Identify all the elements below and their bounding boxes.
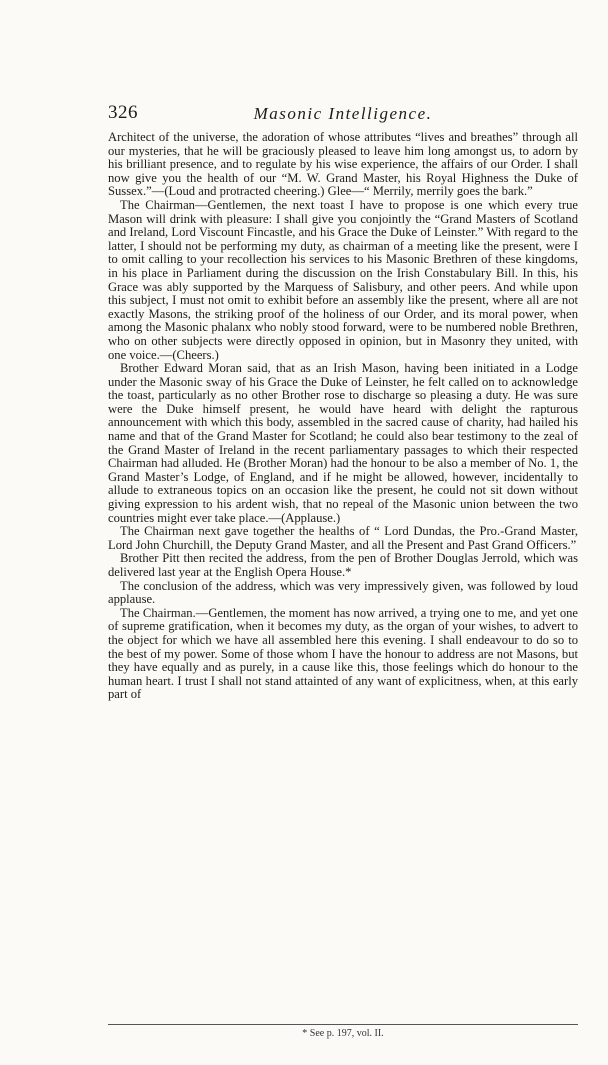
paragraph-chairman-object: The Chairman.—Gentlemen, the moment has now arrived, a trying one to me, and yet one of supreme gratification, when it becomes my duty, as the organ of your wishes, to advert to the object for which we have all assembled here this evening. I shall endeavour to do so to the best of my power. Some of those whom I have the honour to address are not Masons, but they have equally and as purely, in a cause like this, those feelings which do honour to the human heart. I trust I shall not stand attainted of any want of explicitness, when, at this early part of [108,605,578,702]
footnote-divider [108,1024,578,1025]
paragraph-applause: The conclusion of the address, which was very impressively given, was followed by loud applause. [108,578,578,607]
page-number: 326 [108,102,138,123]
page-header [108,102,578,128]
paragraph-grand-officers: The Chairman next gave together the healths of “ Lord Dundas, the Pro.-Grand Master, Lord John Churchill, the Deputy Grand Master, and all the Present and Past Grand Officers.” [108,524,578,552]
paragraph-pitt-address: Brother Pitt then recited the address, from the pen of Brother Douglas Jerrold, which was delivered last year at the English Opera House.* [108,551,578,579]
running-title: Masonic Intelligence. [253,104,433,123]
paragraph-chairman-toast: The Chairman—Gentlemen, the next toast I have to propose is one which every true Mason will drink with pleasure: I shall give you conjointly the “Grand Masters of Scotland and Ireland, Lord Viscount Fincastle, and his Grace the Duke of Leinster.” With regard to the latter, I should not be performing my duty, as chairman of a meeting like the present, were I to omit calling to your recollection his services to his Masonic Brethren of these kingdoms, in his place in Parliament during the discussion on the Irish Constabulary Bill. In this, his Grace was ably supported by the Marquess of Salisbury, and other peers. And while upon this subject, I must not omit to exhibit before an assembly like the present, where all are not exactly Masons, the striking proof of the holiness of our Order, and its moral power, when among the Masonic phalanx who nobly stood forward, were to be numbered noble Brethren, who on other subjects were directly opposed in opinion, but in Masonry they united, with one voice.—(Cheers.) [108,197,578,362]
body-text [108,131,578,702]
paragraph-toast-continuation: Architect of the universe, the adoration of whose attributes “lives and breathes” through all our mysteries, that he will be graciously pleased to leave him long amongst us, to adorn by his brilliant presence, and to regulate by his wise experience, the affairs of our Order. I shall now give you the health of our “M. W. Grand Master, his Royal Highness the Duke of Sussex.”—(Loud and protracted cheering.) Glee—“ Merrily, merrily goes the bark.” [108,130,578,199]
footnote: * See p. 197, vol. II. [302,1028,384,1039]
paragraph-moran-reply: Brother Edward Moran said, that as an Irish Mason, having been initiated in a Lodge under the Masonic sway of his Grace the Duke of Leinster, he felt called on to acknowledge the toast, particularly as no other Brother rose to discharge so pleasing a duty. He was sure were the Duke himself present, he would have heard with delight the rapturous announcement with which this body, assembled in the sacred cause of charity, had hailed his name and that of the Grand Master for Scotland; he could also bear testimony to the zeal of the Grand Master of Ireland in the recent parliamentary passages to which their respected Chairman had alluded. He (Brother Moran) had the honour to be also a member of No. 1, the Grand Master’s Lodge, of England, and if he might be allowed, however, incidentally to allude to extraneous topics on an occasion like the present, he could not sit down without giving expression to his ardent wish, that no repeal of the Masonic union between the two countries might ever take place.—(Applause.) [108,361,578,525]
